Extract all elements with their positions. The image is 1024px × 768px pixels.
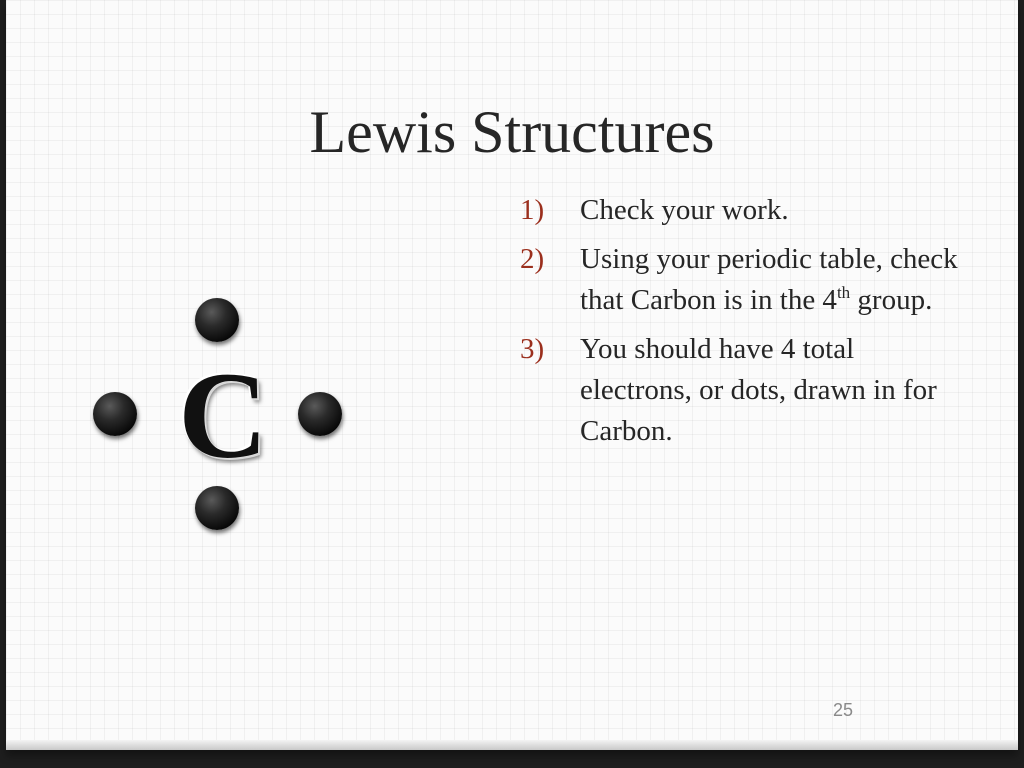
- lewis-dot-diagram: [6, 0, 1018, 750]
- list-item-text: You should have 4 total electrons, or dots, drawn in for Carbon.: [580, 333, 937, 447]
- electron-dot-left: [93, 392, 137, 436]
- electron-dot-top: [195, 298, 239, 342]
- ordinal-superscript: th: [836, 283, 851, 302]
- list-item-number: 2): [520, 243, 545, 275]
- carbon-symbol: C: [178, 347, 268, 484]
- electron-dot-bottom: [195, 486, 239, 530]
- electron-dot-right: [298, 392, 342, 436]
- list-item-number: 1): [520, 194, 545, 226]
- slide-bottom-edge: [6, 740, 1018, 750]
- slide: [6, 0, 1018, 750]
- list-item-number: 3): [520, 333, 545, 365]
- slide-title: Lewis Structures: [309, 99, 715, 165]
- list-item-text: Check your work.: [580, 194, 789, 226]
- list-item-text-after: group.: [850, 284, 933, 316]
- list-item-text-before: Using your periodic table, check that Carbon is in the 4: [580, 243, 958, 316]
- slide-number: 25: [832, 700, 854, 720]
